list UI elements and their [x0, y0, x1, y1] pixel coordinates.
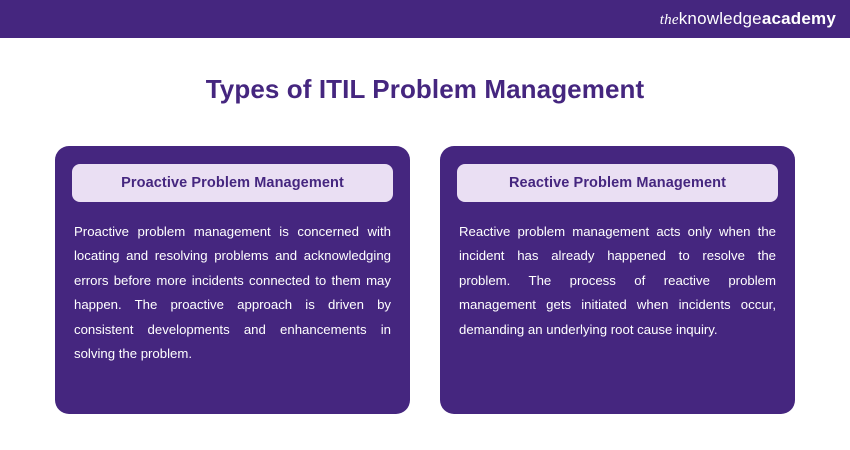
- card-proactive-heading: Proactive Problem Management: [72, 164, 393, 202]
- brand-the-text: the: [659, 12, 679, 28]
- cards-container: [55, 146, 795, 414]
- card-reactive-body: Reactive problem management acts only when the incident has already happened to resolve the problem. The process of reactive problem management gets initiated when incidents occur, demanding an underlying root cause inquiry.: [459, 224, 776, 337]
- brand-logo: [660, 9, 850, 29]
- card-proactive: [55, 146, 410, 414]
- brand-academy-text: academy: [761, 9, 836, 28]
- card-reactive: [440, 146, 795, 414]
- page-title: Types of ITIL Problem Management: [205, 74, 645, 104]
- card-proactive-body: Proactive problem management is concerned with locating and resolving problems and acknowledging errors before more incidents connected to them may happen. The proactive approach is driven by consistent developments and enhancements in solving the problem.: [74, 224, 391, 362]
- card-reactive-heading: Reactive Problem Management: [457, 164, 778, 202]
- brand-knowledge-text: knowledge: [678, 9, 762, 28]
- header-bar: [0, 0, 850, 38]
